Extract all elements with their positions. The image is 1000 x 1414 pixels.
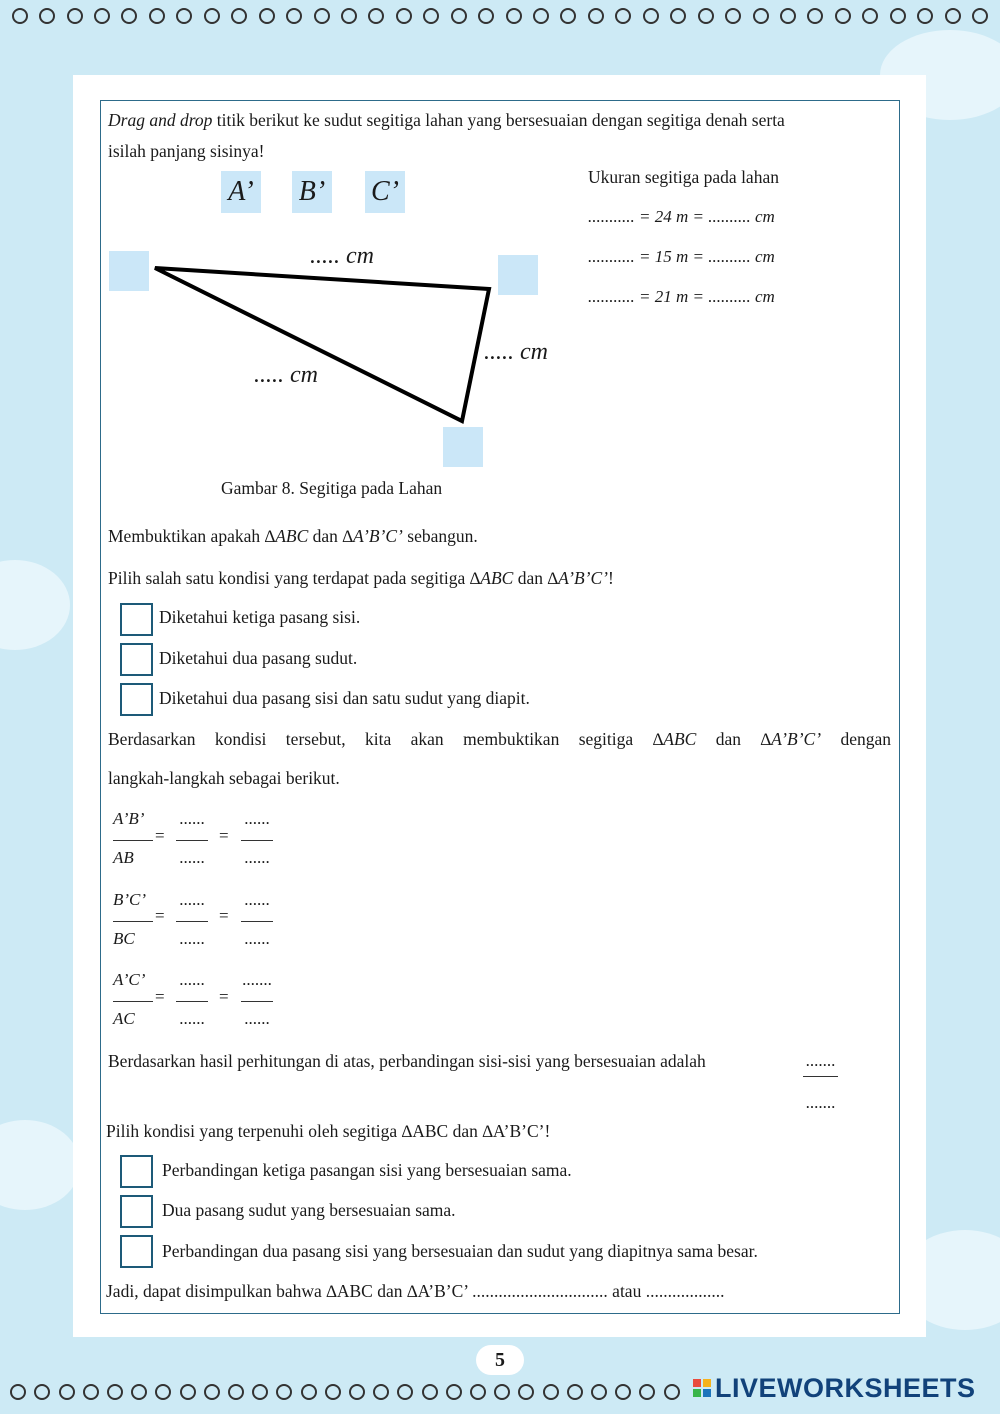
spiral-ring [180, 1384, 196, 1400]
spiral-ring [397, 1384, 413, 1400]
spiral-ring [470, 1384, 486, 1400]
spiral-ring [543, 1384, 559, 1400]
spiral-ring [204, 1384, 220, 1400]
checkbox-sas-ratio[interactable] [120, 1235, 153, 1268]
option-two-angles: Diketahui dua pasang sudut. [159, 648, 358, 668]
size-row-1[interactable]: ........... = 24 m = .......... cm [588, 207, 775, 226]
spiral-ring [373, 1384, 389, 1400]
spiral-ring [422, 1384, 438, 1400]
side-length-right: ..... cm [484, 339, 548, 365]
spiral-ring [639, 1384, 655, 1400]
checkbox-two-angles[interactable] [120, 643, 153, 676]
spiral-ring [567, 1384, 583, 1400]
spiral-ring [131, 1384, 147, 1400]
steps-intro-line-2: langkah-langkah sebagai berikut. [108, 768, 340, 788]
drop-target-left-vertex[interactable] [109, 251, 149, 291]
liveworksheets-logo-icon [693, 1379, 711, 1397]
spiral-ring [494, 1384, 510, 1400]
triangle-figure [0, 0, 1000, 500]
spiral-ring [107, 1384, 123, 1400]
spiral-ring [446, 1384, 462, 1400]
choose-fulfilled-question: Pilih kondisi yang terpenuhi oleh segitiga ∆ABC dan ∆A’B’C’! [106, 1121, 551, 1141]
brand-name: LIVEWORKSHEETS [715, 1372, 976, 1403]
size-row-2[interactable]: ........... = 15 m = .......... cm [588, 247, 775, 266]
drag-label-b-prime[interactable]: B’ [292, 171, 332, 213]
choose-condition-question: Pilih salah satu kondisi yang terdapat pada segitiga ∆ABC dan ∆A’B’C’! [108, 568, 614, 588]
steps-intro-line-1: Berdasarkan kondisi tersebut, kita akan membuktikan segitiga ∆ABC dan ∆A’B’C’ dengan [108, 729, 891, 749]
spiral-binding-bottom [0, 1384, 690, 1406]
spiral-ring [664, 1384, 680, 1400]
spiral-ring [34, 1384, 50, 1400]
option-three-sides: Diketahui ketiga pasang sisi. [159, 607, 361, 627]
spiral-ring [591, 1384, 607, 1400]
ratio-ac-answer-1[interactable]: ...... ...... [176, 970, 208, 1034]
liveworksheets-logo [693, 1372, 976, 1404]
drag-label-a-prime[interactable]: A’ [221, 171, 261, 213]
spiral-ring [83, 1384, 99, 1400]
spiral-ring [615, 1384, 631, 1400]
spiral-ring [325, 1384, 341, 1400]
ratio-ab-answer-2[interactable]: ...... ...... [241, 809, 273, 873]
option-sas: Diketahui dua pasang sisi dan satu sudut yang diapit. [159, 688, 530, 708]
checkbox-aa[interactable] [120, 1195, 153, 1228]
triangle-shape [155, 268, 489, 421]
side-length-left: ..... cm [254, 362, 318, 388]
spiral-ring [301, 1384, 317, 1400]
checkbox-sas[interactable] [120, 683, 153, 716]
checkbox-sss-ratio[interactable] [120, 1155, 153, 1188]
spiral-ring [349, 1384, 365, 1400]
spiral-ring [252, 1384, 268, 1400]
equals-sign: = [219, 826, 229, 845]
size-row-3[interactable]: ........... = 21 m = .......... cm [588, 287, 775, 306]
equals-sign: = [155, 826, 165, 845]
checkbox-three-sides[interactable] [120, 603, 153, 636]
instruction-line-2: isilah panjang sisinya! [108, 141, 265, 161]
equals-sign: = [219, 906, 229, 925]
ratio-ab-fraction: A’B’ AB [113, 809, 153, 873]
spiral-ring [155, 1384, 171, 1400]
result-statement: Berdasarkan hasil perhitungan di atas, perbandingan sisi-sisi yang bersesuaian adalah [108, 1051, 706, 1071]
ratio-bc-answer-2[interactable]: ...... ...... [241, 890, 273, 954]
ratio-bc-fraction: B’C’ BC [113, 890, 153, 954]
page-number: 5 [476, 1345, 524, 1375]
cloud-decoration [0, 560, 70, 650]
instruction-line-1: Drag and drop titik berikut ke sudut segitiga lahan yang bersesuaian dengan segitiga denah serta [108, 110, 785, 130]
ratio-ac-answer-2[interactable]: ....... ...... [242, 970, 272, 1028]
result-ratio-answer[interactable]: ....... ....... [803, 1051, 838, 1113]
figure-caption: Gambar 8. Segitiga pada Lahan [221, 478, 443, 498]
spiral-ring [10, 1384, 26, 1400]
conclusion-statement[interactable]: Jadi, dapat disimpulkan bahwa ∆ABC dan ∆A’B’C’ ............................... atau .................. [106, 1281, 725, 1301]
spiral-ring [59, 1384, 75, 1400]
option-aa: Dua pasang sudut yang bersesuaian sama. [162, 1200, 456, 1220]
equals-sign: = [155, 906, 165, 925]
cloud-decoration [0, 1120, 80, 1210]
drop-target-right-vertex[interactable] [498, 255, 538, 295]
drag-label-c-prime[interactable]: C’ [365, 171, 405, 213]
option-sss-ratio: Perbandingan ketiga pasangan sisi yang bersesuaian sama. [162, 1160, 572, 1180]
equals-sign: = [155, 987, 165, 1006]
spiral-ring [228, 1384, 244, 1400]
option-sas-ratio: Perbandingan dua pasang sisi yang bersesuaian dan sudut yang diapitnya sama besar. [162, 1241, 758, 1261]
side-length-top: ..... cm [310, 243, 374, 269]
drop-target-bottom-vertex[interactable] [443, 427, 483, 467]
ratio-ab-answer-1[interactable]: ...... ...... [176, 809, 208, 873]
ratio-bc-answer-1[interactable]: ...... ...... [176, 890, 208, 954]
spiral-ring [276, 1384, 292, 1400]
equals-sign: = [219, 987, 229, 1006]
prove-statement: Membuktikan apakah ∆ABC dan ∆A’B’C’ sebangun. [108, 526, 478, 546]
ratio-ac-fraction: A’C’ AC [113, 970, 153, 1034]
sizes-title: Ukuran segitiga pada lahan [588, 167, 779, 187]
spiral-ring [518, 1384, 534, 1400]
